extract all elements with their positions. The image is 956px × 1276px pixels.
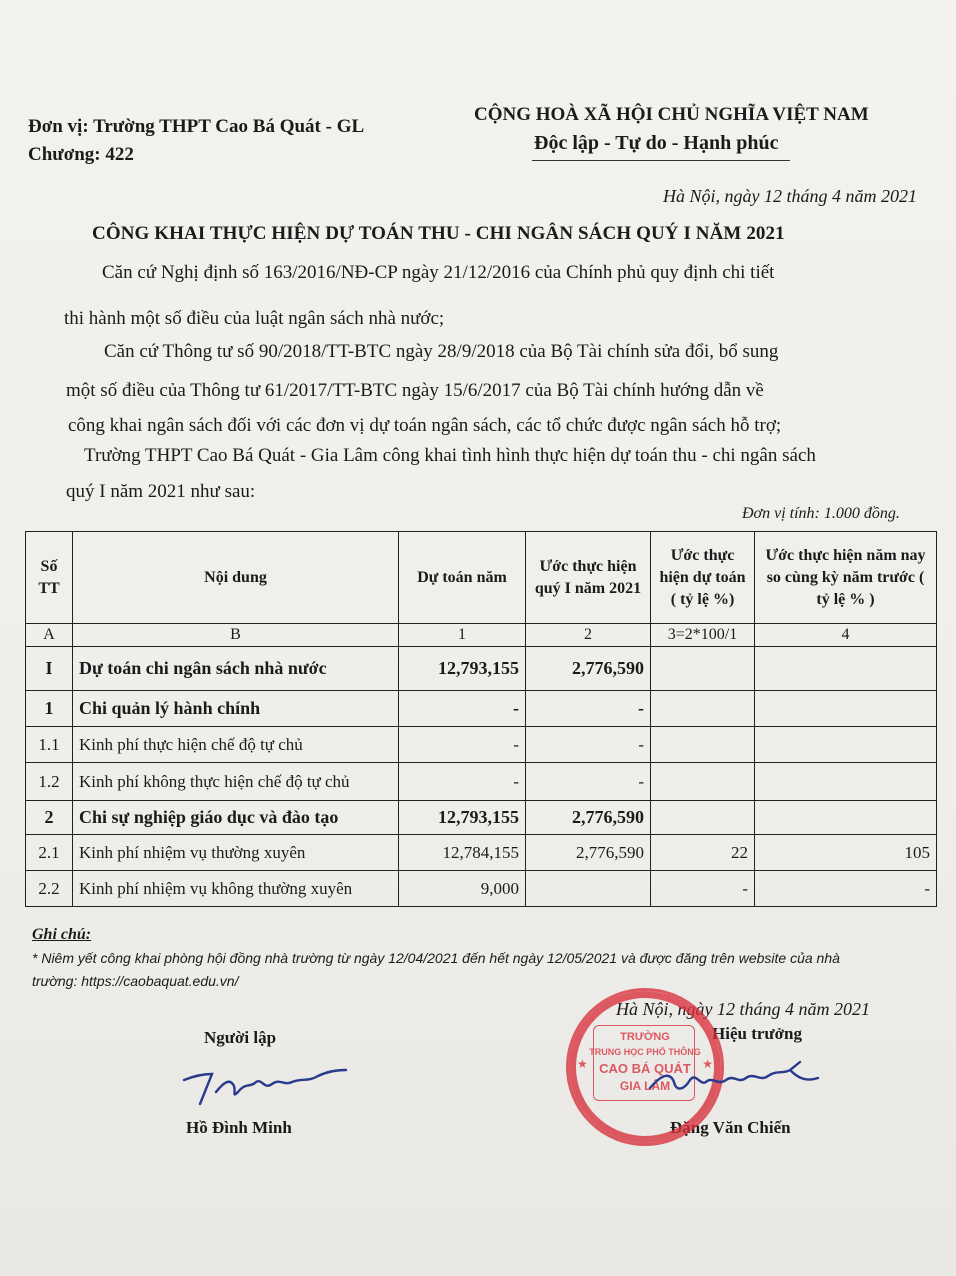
row-ratio bbox=[651, 691, 755, 727]
table-header-row bbox=[26, 532, 937, 624]
paragraph-2c: công khai ngân sách đối với các đơn vị dự toán ngân sách, các tổ chức được ngân sách hỗ trợ; bbox=[68, 415, 782, 436]
principal-signature-icon bbox=[640, 1052, 830, 1108]
stamp-line-2: TRUNG HỌC PHỔ THÔNG bbox=[589, 1047, 701, 1057]
row-estimate: 9,000 bbox=[399, 871, 526, 907]
paragraph-1a: Căn cứ Nghị định số 163/2016/NĐ-CP ngày 21/12/2016 của Chính phủ quy định chi tiết bbox=[102, 262, 775, 283]
row-yoy bbox=[755, 727, 937, 763]
notes-title: Ghi chú: bbox=[32, 926, 92, 943]
unit-note: Đơn vị tính: 1.000 đồng. bbox=[742, 505, 900, 522]
header-yoy: Ước thực hiện năm nay so cùng kỳ năm trước ( tỷ lệ % ) bbox=[755, 532, 937, 624]
paragraph-2a: Căn cứ Thông tư số 90/2018/TT-BTC ngày 28/9/2018 của Bộ Tài chính sửa đổi, bổ sung bbox=[104, 341, 779, 362]
row-yoy bbox=[755, 691, 937, 727]
index-b: B bbox=[73, 624, 399, 647]
index-a: A bbox=[26, 624, 73, 647]
row-content: Kinh phí không thực hiện chế độ tự chủ bbox=[73, 763, 399, 801]
motto: Độc lập - Tự do - Hạnh phúc bbox=[534, 132, 779, 154]
signature-date-line: Hà Nội, ngày 12 tháng 4 năm 2021 bbox=[616, 999, 870, 1019]
row-q1: - bbox=[526, 727, 651, 763]
row-ratio bbox=[651, 727, 755, 763]
row-stt: 1.2 bbox=[26, 763, 73, 801]
row-estimate: - bbox=[399, 691, 526, 727]
row-yoy: - bbox=[755, 871, 937, 907]
chapter-label: Chương: 422 bbox=[28, 144, 134, 165]
document-title: CÔNG KHAI THỰC HIỆN DỰ TOÁN THU - CHI NGÂN SÁCH QUÝ I NĂM 2021 bbox=[92, 223, 785, 244]
stamp-star-icon: ★ bbox=[577, 1057, 588, 1071]
row-yoy: 105 bbox=[755, 835, 937, 871]
header-stt: Số TT bbox=[26, 532, 73, 624]
row-stt: I bbox=[26, 647, 73, 691]
row-stt: 2 bbox=[26, 801, 73, 835]
stamp-line-3: CAO BÁ QUÁT bbox=[599, 1061, 691, 1076]
row-q1: - bbox=[526, 763, 651, 801]
stamp-line-4: GIA LÂM bbox=[619, 1079, 671, 1093]
principal-title: Hiệu trưởng bbox=[712, 1024, 802, 1043]
stamp-line-1: TRƯỜNG bbox=[620, 1031, 670, 1043]
row-ratio: - bbox=[651, 871, 755, 907]
table-row bbox=[26, 835, 937, 871]
row-stt: 2.2 bbox=[26, 871, 73, 907]
paragraph-1b: thi hành một số điều của luật ngân sách nhà nước; bbox=[64, 308, 445, 329]
row-estimate: 12,793,155 bbox=[399, 647, 526, 691]
budget-table bbox=[25, 531, 937, 907]
row-q1: - bbox=[526, 691, 651, 727]
row-content: Kinh phí nhiệm vụ thường xuyên bbox=[73, 835, 399, 871]
paragraph-2b: một số điều của Thông tư 61/2017/TT-BTC ngày 15/6/2017 của Bộ Tài chính hướng dẫn về bbox=[66, 380, 764, 401]
index-1: 1 bbox=[399, 624, 526, 647]
row-yoy bbox=[755, 763, 937, 801]
row-estimate: - bbox=[399, 727, 526, 763]
unit-label: Đơn vị: Trường THPT Cao Bá Quát - GL bbox=[28, 116, 365, 137]
table-row bbox=[26, 871, 937, 907]
table-row bbox=[26, 801, 937, 835]
header-q1: Ước thực hiện quý I năm 2021 bbox=[526, 532, 651, 624]
row-content: Dự toán chi ngân sách nhà nước bbox=[73, 647, 399, 691]
index-4: 4 bbox=[755, 624, 937, 647]
table-row bbox=[26, 691, 937, 727]
row-content: Kinh phí thực hiện chế độ tự chủ bbox=[73, 727, 399, 763]
principal-name: Đặng Văn Chiến bbox=[670, 1118, 791, 1137]
republic-heading: CỘNG HOÀ XÃ HỘI CHỦ NGHĨA VIỆT NAM bbox=[474, 104, 869, 125]
table-row bbox=[26, 763, 937, 801]
row-estimate: - bbox=[399, 763, 526, 801]
motto-underline bbox=[532, 160, 790, 161]
preparer-signature-icon bbox=[176, 1052, 356, 1112]
notes-line-2: trường: https://caobaquat.edu.vn/ bbox=[32, 973, 239, 989]
row-q1: 2,776,590 bbox=[526, 835, 651, 871]
date-line: Hà Nội, ngày 12 tháng 4 năm 2021 bbox=[663, 186, 917, 206]
row-content: Kinh phí nhiệm vụ không thường xuyên bbox=[73, 871, 399, 907]
table-index-row bbox=[26, 624, 937, 647]
row-ratio bbox=[651, 763, 755, 801]
header-estimate: Dự toán năm bbox=[399, 532, 526, 624]
row-estimate: 12,784,155 bbox=[399, 835, 526, 871]
row-yoy bbox=[755, 801, 937, 835]
preparer-title: Người lập bbox=[204, 1028, 277, 1047]
paragraph-3b: quý I năm 2021 như sau: bbox=[66, 481, 256, 502]
table-row bbox=[26, 727, 937, 763]
row-stt: 2.1 bbox=[26, 835, 73, 871]
notes-line-1: * Niêm yết công khai phòng hội đồng nhà trường từ ngày 12/04/2021 đến hết ngày 12/05/2021 và được đăng trên website của nhà bbox=[32, 950, 840, 966]
table-row bbox=[26, 647, 937, 691]
row-ratio bbox=[651, 801, 755, 835]
row-q1 bbox=[526, 871, 651, 907]
header-content: Nội dung bbox=[73, 532, 399, 624]
paragraph-3a: Trường THPT Cao Bá Quát - Gia Lâm công khai tình hình thực hiện dự toán thu - chi ngân sách bbox=[84, 445, 816, 466]
row-content: Chi quản lý hành chính bbox=[73, 691, 399, 727]
row-ratio: 22 bbox=[651, 835, 755, 871]
header-ratio: Ước thực hiện dự toán ( tỷ lệ %) bbox=[651, 532, 755, 624]
row-q1: 2,776,590 bbox=[526, 801, 651, 835]
row-stt: 1.1 bbox=[26, 727, 73, 763]
index-3: 3=2*100/1 bbox=[651, 624, 755, 647]
index-2: 2 bbox=[526, 624, 651, 647]
row-q1: 2,776,590 bbox=[526, 647, 651, 691]
stamp-star-icon: ★ bbox=[702, 1057, 713, 1071]
preparer-name: Hồ Đình Minh bbox=[186, 1118, 292, 1137]
row-content: Chi sự nghiệp giáo dục và đào tạo bbox=[73, 801, 399, 835]
row-yoy bbox=[755, 647, 937, 691]
row-stt: 1 bbox=[26, 691, 73, 727]
row-ratio bbox=[651, 647, 755, 691]
row-estimate: 12,793,155 bbox=[399, 801, 526, 835]
